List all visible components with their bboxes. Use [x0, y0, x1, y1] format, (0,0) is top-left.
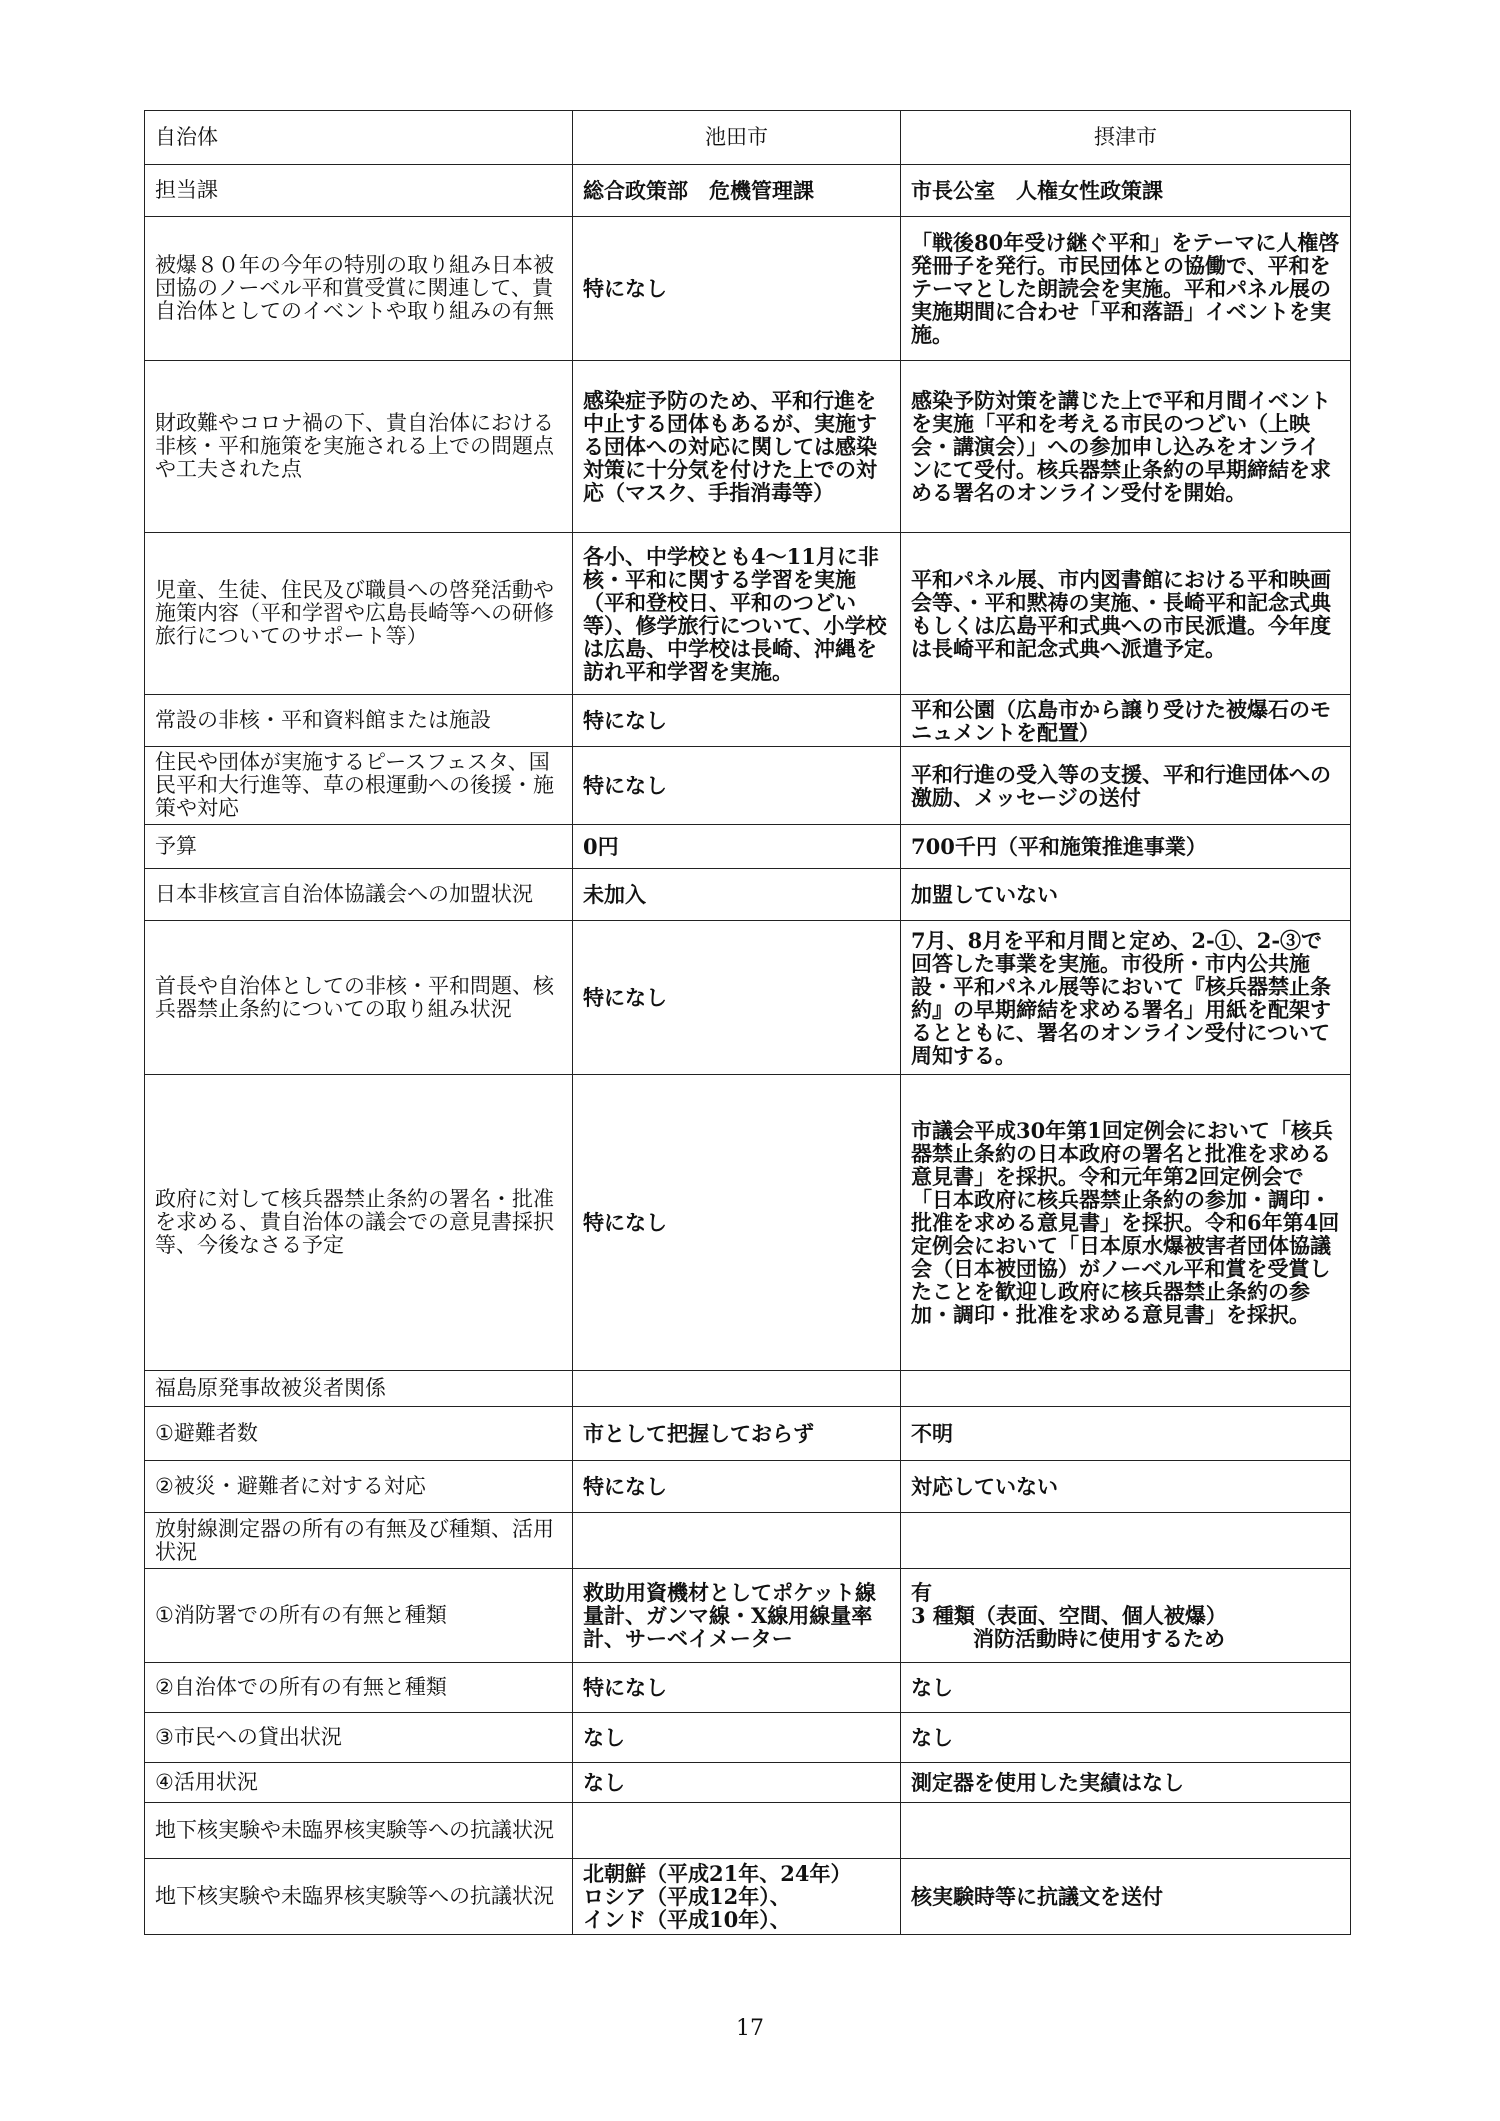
settsu-answer: 市議会平成30年第1回定例会において「核兵器禁止条約の日本政府の署名と批准を求める意見書」を採択。令和元年第2回定例会で「日本政府に核兵器禁止条約の参加・調印・批准を求める意見書」を採択。令和6年第4回定例会において「日本原水爆被害者団体協議会（日本被団協）がノーベル平和賞を受賞したことを歓迎し政府に核兵器禁止条約の参加・調印・批准を求める意見書」を採択。	[901, 1075, 1351, 1371]
settsu-answer-line: 3 種類（表面、空間、個人被爆）	[911, 1603, 1227, 1628]
settsu-answer: 平和公園（広島市から譲り受けた被爆石のモニュメントを配置）	[901, 695, 1351, 747]
row-question: ①避難者数	[145, 1407, 573, 1461]
settsu-answer: 不明	[901, 1407, 1351, 1461]
table-row	[145, 1859, 1351, 1935]
table-row	[145, 1513, 1351, 1569]
survey-table	[144, 110, 1351, 1935]
row-question: 被爆８０年の今年の特別の取り組み日本被団協のノーベル平和賞受賞に関連して、貴自治体としてのイベントや取り組みの有無	[145, 217, 573, 361]
settsu-answer: なし	[901, 1663, 1351, 1713]
table-row	[145, 1713, 1351, 1763]
ikeda-answer: 特になし	[573, 1075, 901, 1371]
row-question: 常設の非核・平和資料館または施設	[145, 695, 573, 747]
row-question: 財政難やコロナ禍の下、貴自治体における非核・平和施策を実施される上での問題点や工夫された点	[145, 361, 573, 533]
table-row	[145, 1461, 1351, 1513]
settsu-answer: 700千円（平和施策推進事業）	[901, 825, 1351, 869]
ikeda-answer: 特になし	[573, 695, 901, 747]
row-question: ①消防署での所有の有無と種類	[145, 1569, 573, 1663]
settsu-answer: 感染予防対策を講じた上で平和月間イベントを実施「平和を考える市民のつどい（上映会・講演会）」への参加申し込みをオンラインにて受付。核兵器禁止条約の早期締結を求める署名のオンライン受付を開始。	[901, 361, 1351, 533]
table-row	[145, 1371, 1351, 1407]
settsu-answer: 測定器を使用した実績はなし	[901, 1763, 1351, 1803]
row-question: 福島原発事故被災者関係	[145, 1371, 573, 1407]
row-question: 日本非核宣言自治体協議会への加盟状況	[145, 869, 573, 921]
row-question: 児童、生徒、住民及び職員への啓発活動や施策内容（平和学習や広島長崎等への研修旅行についてのサポート等）	[145, 533, 573, 695]
header-ikeda: 池田市	[573, 111, 901, 165]
row-question: 政府に対して核兵器禁止条約の署名・批准を求める、貴自治体の議会での意見書採択等、今後なさる予定	[145, 1075, 573, 1371]
table-row	[145, 217, 1351, 361]
settsu-answer	[901, 1569, 1351, 1663]
row-question: 地下核実験や未臨界核実験等への抗議状況	[145, 1859, 573, 1935]
table-row	[145, 1075, 1351, 1371]
table-row	[145, 1663, 1351, 1713]
settsu-answer: 「戦後80年受け継ぐ平和」をテーマに人権啓発冊子を発行。市民団体との協働で、平和をテーマとした朗読会を実施。平和パネル展の実施期間に合わせ「平和落語」イベントを実施。	[901, 217, 1351, 361]
ikeda-answer: 特になし	[573, 217, 901, 361]
table-row	[145, 1407, 1351, 1461]
header-settsu: 摂津市	[901, 111, 1351, 165]
ikeda-answer: 未加入	[573, 869, 901, 921]
ikeda-answer-line: ロシア（平成12年）、	[583, 1884, 791, 1909]
ikeda-answer-line: インド（平成10年）、	[583, 1907, 791, 1932]
page-number: 17	[736, 2016, 764, 2041]
ikeda-answer: なし	[573, 1763, 901, 1803]
table-row	[145, 869, 1351, 921]
ikeda-answer-line: 北朝鮮（平成21年、24年）	[583, 1861, 852, 1886]
row-question: ④活用状況	[145, 1763, 573, 1803]
row-question: 首長や自治体としての非核・平和問題、核兵器禁止条約についての取り組み状況	[145, 921, 573, 1075]
settsu-answer: 対応していない	[901, 1461, 1351, 1513]
ikeda-answer: なし	[573, 1713, 901, 1763]
table-row	[145, 825, 1351, 869]
ikeda-answer: 0円	[573, 825, 901, 869]
ikeda-answer: 総合政策部 危機管理課	[573, 165, 901, 217]
ikeda-answer	[573, 1371, 901, 1407]
table-row	[145, 1763, 1351, 1803]
ikeda-answer: 特になし	[573, 921, 901, 1075]
settsu-answer: 核実験時等に抗議文を送付	[901, 1859, 1351, 1935]
ikeda-answer: 感染症予防のため、平和行進を中止する団体もあるが、実施する団体への対応に関しては感染対策に十分気を付けた上での対応（マスク、手指消毒等）	[573, 361, 901, 533]
settsu-answer-line: 消防活動時に使用するため	[973, 1626, 1225, 1651]
row-question: ②被災・避難者に対する対応	[145, 1461, 573, 1513]
ikeda-answer	[573, 1513, 901, 1569]
row-question: 住民や団体が実施するピースフェスタ、国民平和大行進等、草の根運動への後援・施策や対応	[145, 747, 573, 825]
ikeda-answer: 市として把握しておらず	[573, 1407, 901, 1461]
row-question: ③市民への貸出状況	[145, 1713, 573, 1763]
table-row	[145, 165, 1351, 217]
table-header-row	[145, 111, 1351, 165]
settsu-answer	[901, 1513, 1351, 1569]
row-question: 予算	[145, 825, 573, 869]
ikeda-answer	[573, 1859, 901, 1935]
settsu-answer: 平和行進の受入等の支援、平和行進団体への激励、メッセージの送付	[901, 747, 1351, 825]
settsu-answer: 市長公室 人権女性政策課	[901, 165, 1351, 217]
ikeda-answer: 特になし	[573, 747, 901, 825]
settsu-answer	[901, 1371, 1351, 1407]
table-row	[145, 921, 1351, 1075]
header-municipality: 自治体	[145, 111, 573, 165]
row-question: ②自治体での所有の有無と種類	[145, 1663, 573, 1713]
table-row	[145, 1803, 1351, 1859]
table-row	[145, 1569, 1351, 1663]
settsu-answer-line: 有	[911, 1580, 932, 1605]
settsu-answer: 平和パネル展、市内図書館における平和映画会等、・平和黙祷の実施、・長崎平和記念式典もしくは広島平和式典への市民派遣。今年度は長崎平和記念式典へ派遣予定。	[901, 533, 1351, 695]
table-row	[145, 533, 1351, 695]
row-question: 放射線測定器の所有の有無及び種類、活用状況	[145, 1513, 573, 1569]
ikeda-answer: 各小、中学校とも4～11月に非核・平和に関する学習を実施（平和登校日、平和のつどい等）、修学旅行について、小学校は広島、中学校は長崎、沖縄を訪れ平和学習を実施。	[573, 533, 901, 695]
table-row	[145, 695, 1351, 747]
row-question: 地下核実験や未臨界核実験等への抗議状況	[145, 1803, 573, 1859]
settsu-answer: なし	[901, 1713, 1351, 1763]
table-row	[145, 361, 1351, 533]
settsu-answer: 加盟していない	[901, 869, 1351, 921]
settsu-answer	[901, 1803, 1351, 1859]
ikeda-answer: 特になし	[573, 1461, 901, 1513]
ikeda-answer: 特になし	[573, 1663, 901, 1713]
settsu-answer: 7月、8月を平和月間と定め、2-①、2-③で回答した事業を実施。市役所・市内公共施設・平和パネル展等において『核兵器禁止条約』の早期締結を求める署名」用紙を配架するとともに、署名のオンライン受付について周知する。	[901, 921, 1351, 1075]
row-question: 担当課	[145, 165, 573, 217]
ikeda-answer	[573, 1803, 901, 1859]
ikeda-answer: 救助用資機材としてポケット線量計、ガンマ線・X線用線量率計、サーベイメーター	[573, 1569, 901, 1663]
table-row	[145, 747, 1351, 825]
